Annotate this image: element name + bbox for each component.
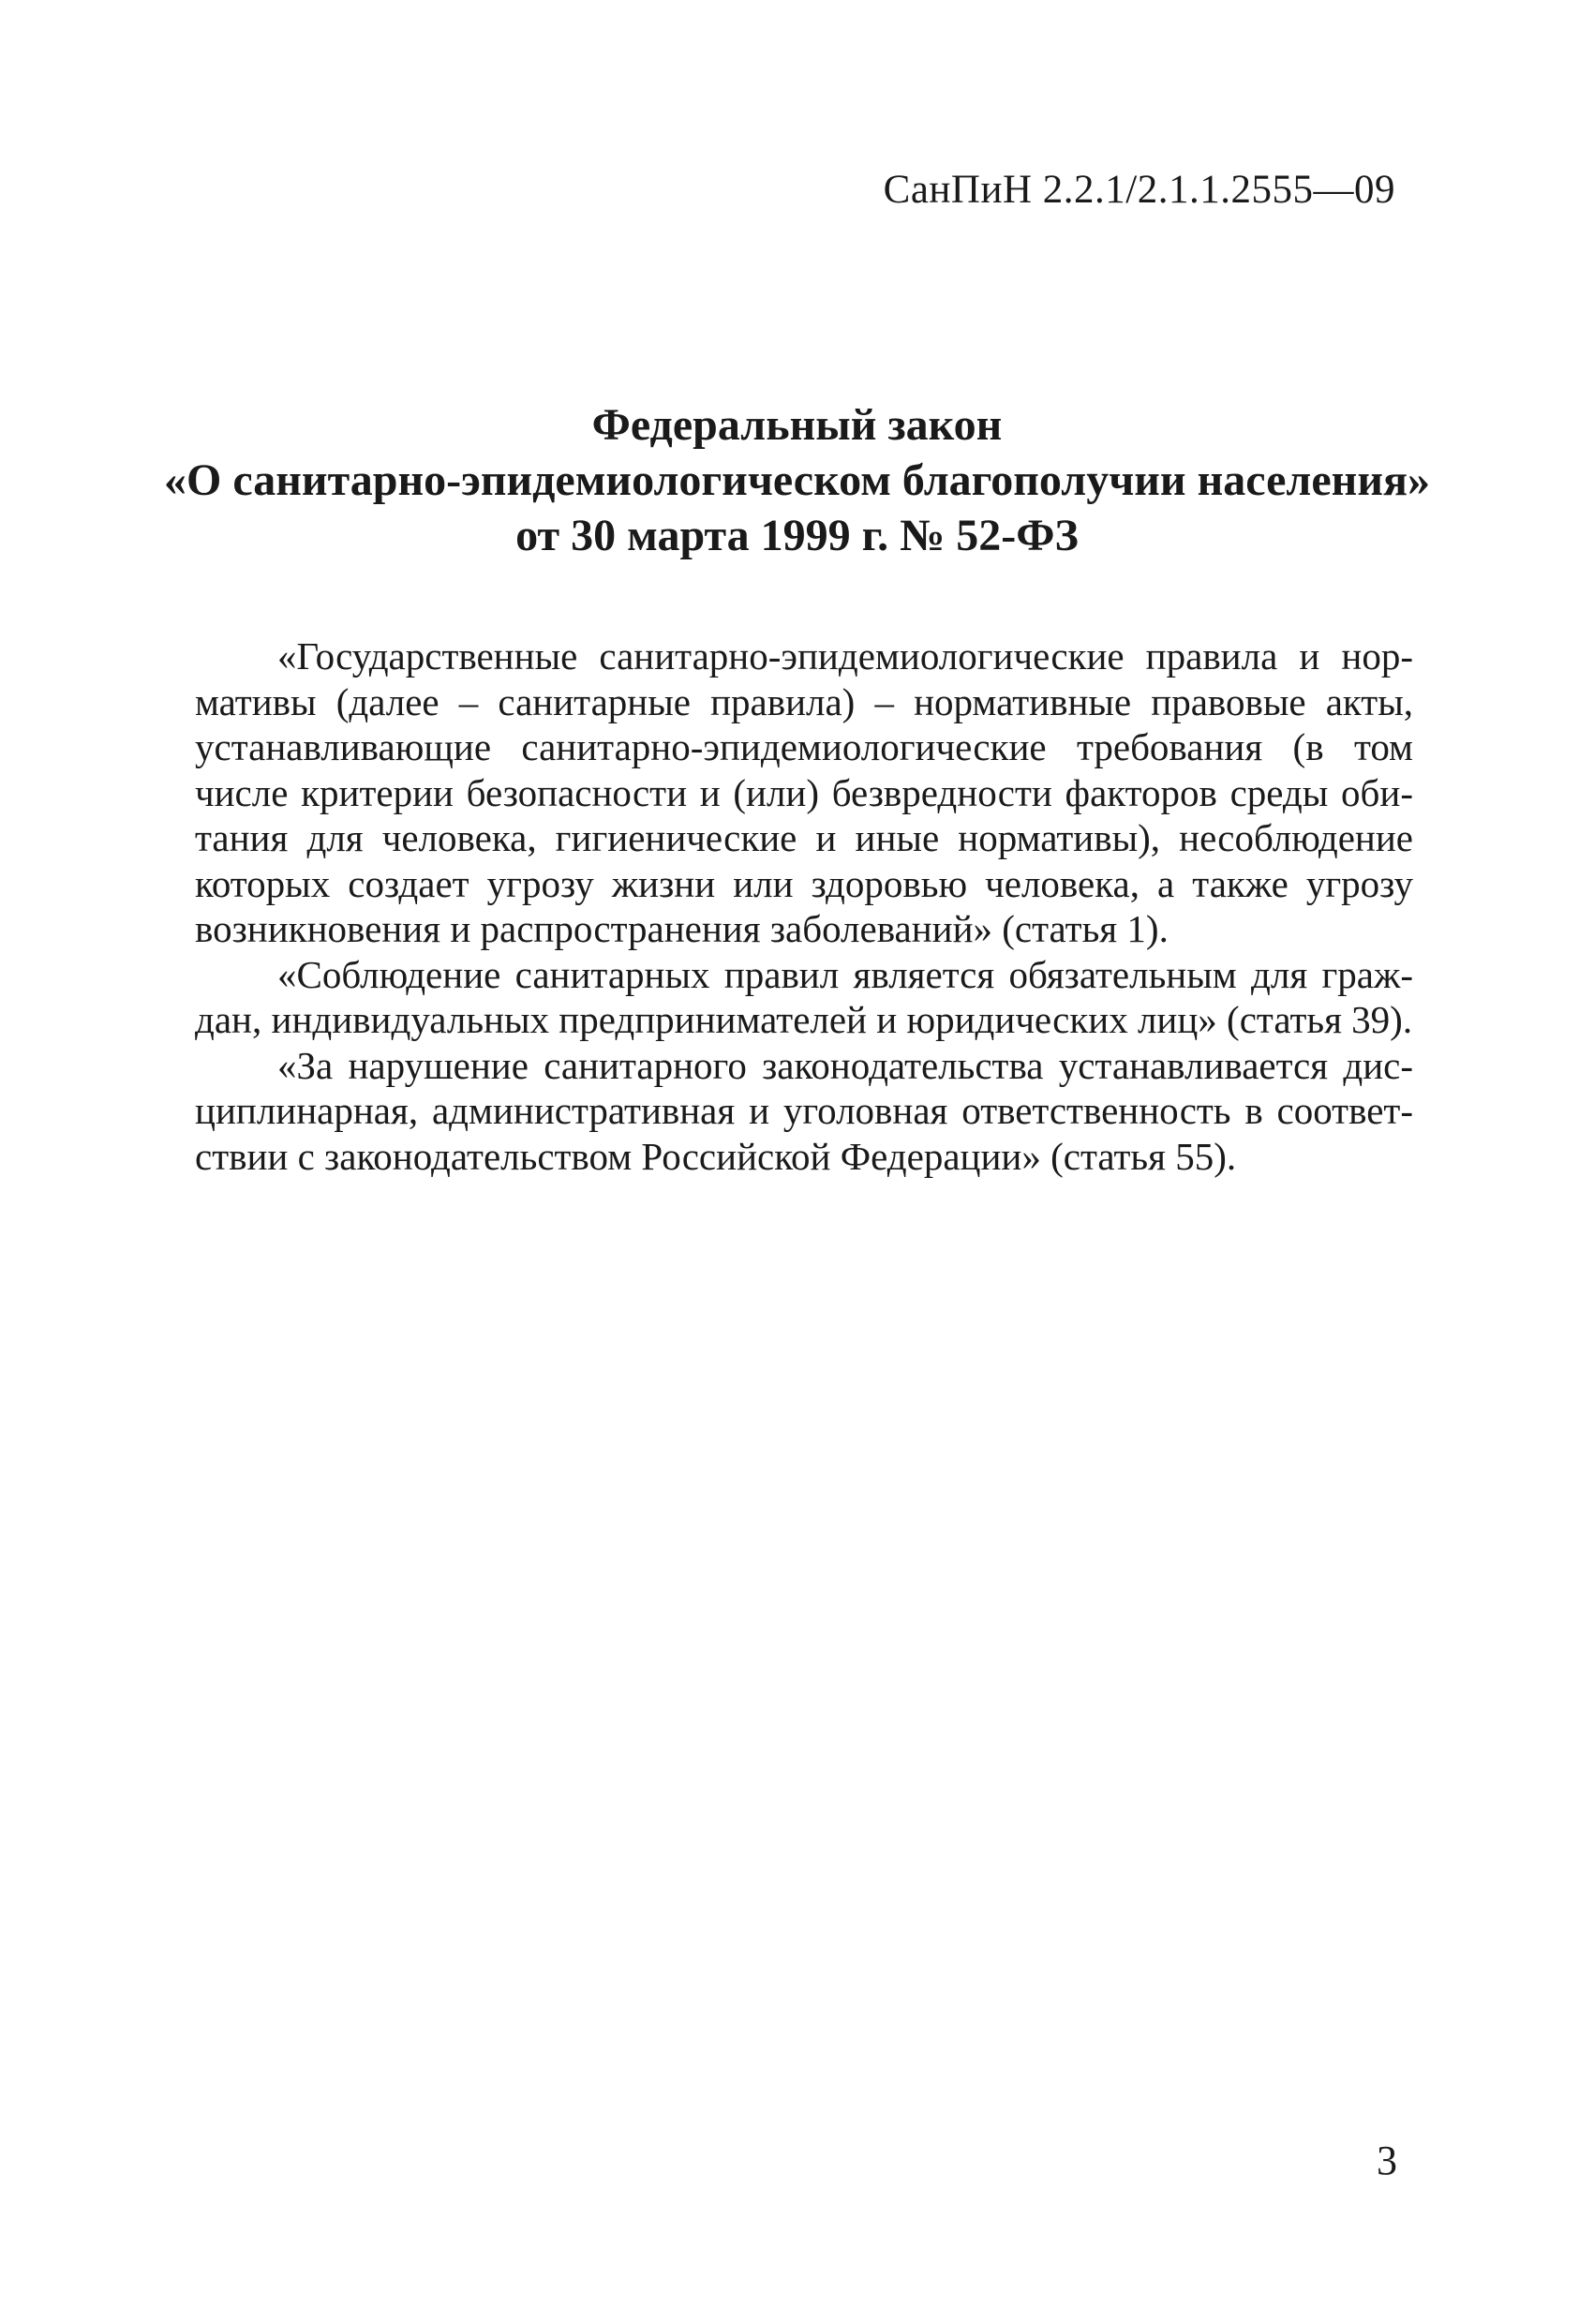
document-code-header: СанПиН 2.2.1/2.1.1.2555—09 xyxy=(883,168,1395,212)
paragraph-article-55 xyxy=(195,1043,1413,1180)
text-line: числе критерии безопасности и (или) безвредности факторов среды оби- xyxy=(195,770,1413,814)
law-quotes-body xyxy=(195,633,1413,1179)
text-line: «Государственные санитарно-эпидемиологические правила и нор- xyxy=(277,634,1413,678)
text-line: возникновения и распространения заболеваний» (статья 1). xyxy=(195,907,1169,950)
title-line-2: «О санитарно-эпидемиологическом благополучии населения» xyxy=(164,455,1430,505)
text-line: мативы (далее – санитарные правила) – нормативные правовые акты, xyxy=(195,679,1413,723)
law-title xyxy=(0,397,1594,563)
paragraph-article-1 xyxy=(195,633,1413,952)
text-line: которых создает угрозу жизни или здоровью человека, а также угрозу xyxy=(195,861,1413,905)
text-line: ствии с законодательством Российской Федерации» (статья 55). xyxy=(195,1134,1237,1178)
text-line: устанавливающие санитарно-эпидемиологические требования (в том xyxy=(195,725,1413,768)
title-line-3: от 30 марта 1999 г. № 52-ФЗ xyxy=(515,511,1079,560)
text-line: «Соблюдение санитарных правил является обязательным для граж- xyxy=(277,952,1413,996)
text-line: «За нарушение санитарного законодательства устанавливается дис- xyxy=(277,1043,1413,1087)
text-line: тания для человека, гигиенические и иные нормативы), несоблюдение xyxy=(195,816,1413,859)
paragraph-article-39 xyxy=(195,952,1413,1043)
text-line: дан, индивидуальных предпринимателей и юридических лиц» (статья 39). xyxy=(195,998,1413,1041)
title-line-1: Федеральный закон xyxy=(591,400,1003,450)
page-number: 3 xyxy=(1377,2138,1397,2183)
text-line: циплинарная, административная и уголовная ответственность в соответ- xyxy=(195,1089,1413,1132)
